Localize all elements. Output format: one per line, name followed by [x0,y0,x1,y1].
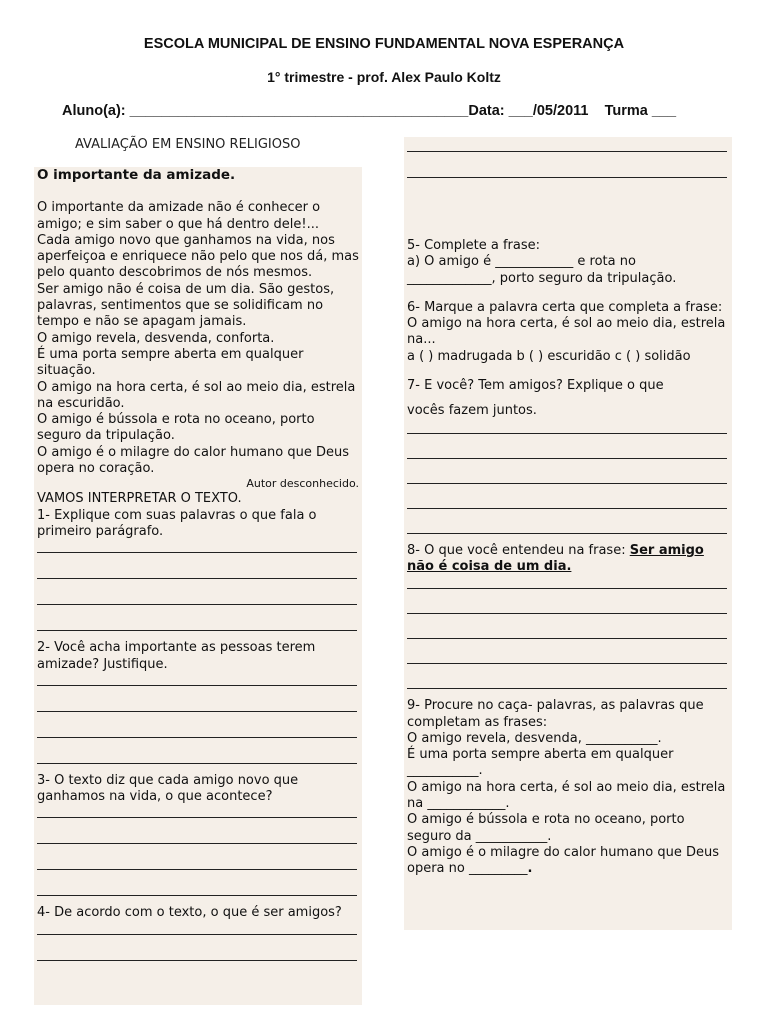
question-9-item: O amigo revela, desvenda, ___________. [407,730,662,746]
question-5-line-2: _____________, porto seguro da tripulação. [407,270,677,286]
question-9-last-item: O amigo é o milagre do calor humano que Deus opera no _________ [407,844,720,877]
school-name: ESCOLA MUNICIPAL DE ENSINO FUNDAMENTAL NOVA ESPERANÇA [143,36,625,52]
question-6-options: a ( ) madrugada b ( ) escuridão c ( ) solidão [407,348,691,364]
question-9-item: O amigo é bússola e rota no oceano, porto seguro da ___________. [407,812,685,844]
text-paragraph: O amigo revela, desvenda, conforta. [37,330,275,346]
subject-title: AVALIAÇÃO EM ENSINO RELIGIOSO [75,137,301,152]
student-data-line[interactable]: Aluno(a): __________________________________________Data: ___/05/2011 Turma ___ [62,103,677,119]
text-paragraph: O importante da amizade não é conhecer o amigo; e sim saber o que há dentro dele!... [37,200,321,232]
term-teacher: 1° trimestre - prof. Alex Paulo Koltz [267,69,501,85]
question-7: 7- E você? Tem amigos? Explique o que [407,378,664,394]
question-9-item: É uma porta sempre aberta em qualquer ___________. [407,747,674,779]
question-5-line-1: a) O amigo é ____________ e rota no [407,254,636,270]
question-3: 3- O texto diz que cada amigo novo que ganhamos na vida, o que acontece? [37,772,299,805]
text-paragraph: Ser amigo não é coisa de um dia. São gestos, palavras, sentimentos que se solidificam no tempo e não se apagam jamais. [37,281,335,330]
text-paragraph: O amigo é o milagre do calor humano que Deus opera no coração. [37,444,350,477]
question-9-end-dot: . [527,861,533,877]
text-paragraph: Cada amigo novo que ganhamos na vida, nos aperfeiçoa e enriquece não pelo que nos dá, mas pelo quanto descobrimos de nós mesmos. [37,232,359,281]
question-2: 2- Você acha importante as pessoas terem amizade? Justifique. [37,640,316,672]
question-8-prefix: 8- O que você entendeu na frase: [407,542,630,558]
question-7-continued: vocês fazem juntos. [407,403,537,419]
text-paragraph: O amigo na hora certa, é sol ao meio dia, estrela na escuridão. [37,379,356,411]
interpret-heading: VAMOS INTERPRETAR O TEXTO. [37,491,242,507]
text-title: O importante da amizade. [37,167,236,183]
question-9: 9- Procure no caça- palavras, as palavras que completam as frases: [407,698,704,730]
question-6: 6- Marque a palavra certa que completa a frase: [407,299,723,315]
question-8-emphasis: Ser amigo não é coisa de um dia. [407,542,704,574]
text-column [34,167,362,1005]
question-6-sentence: O amigo na hora certa, é sol ao meio dia, estrela na... [407,316,726,348]
question-8 [407,543,729,576]
question-9-item [407,845,729,878]
text-paragraph: O amigo é bússola e rota no oceano, porto seguro da tripulação. [37,412,315,444]
question-4: 4- De acordo com o texto, o que é ser amigos? [37,905,342,921]
answer-line[interactable] [37,960,357,961]
text-paragraph: É uma porta sempre aberta em qualquer situação. [37,346,304,379]
question-9-item: O amigo na hora certa, é sol ao meio dia, estrela na ____________. [407,779,726,812]
questions-column [404,137,732,930]
question-1: 1- Explique com suas palavras o que fala o primeiro parágrafo. [37,507,317,539]
author-credit: Autor desconhecido. [246,477,359,491]
question-5: 5- Complete a frase: [407,238,541,253]
